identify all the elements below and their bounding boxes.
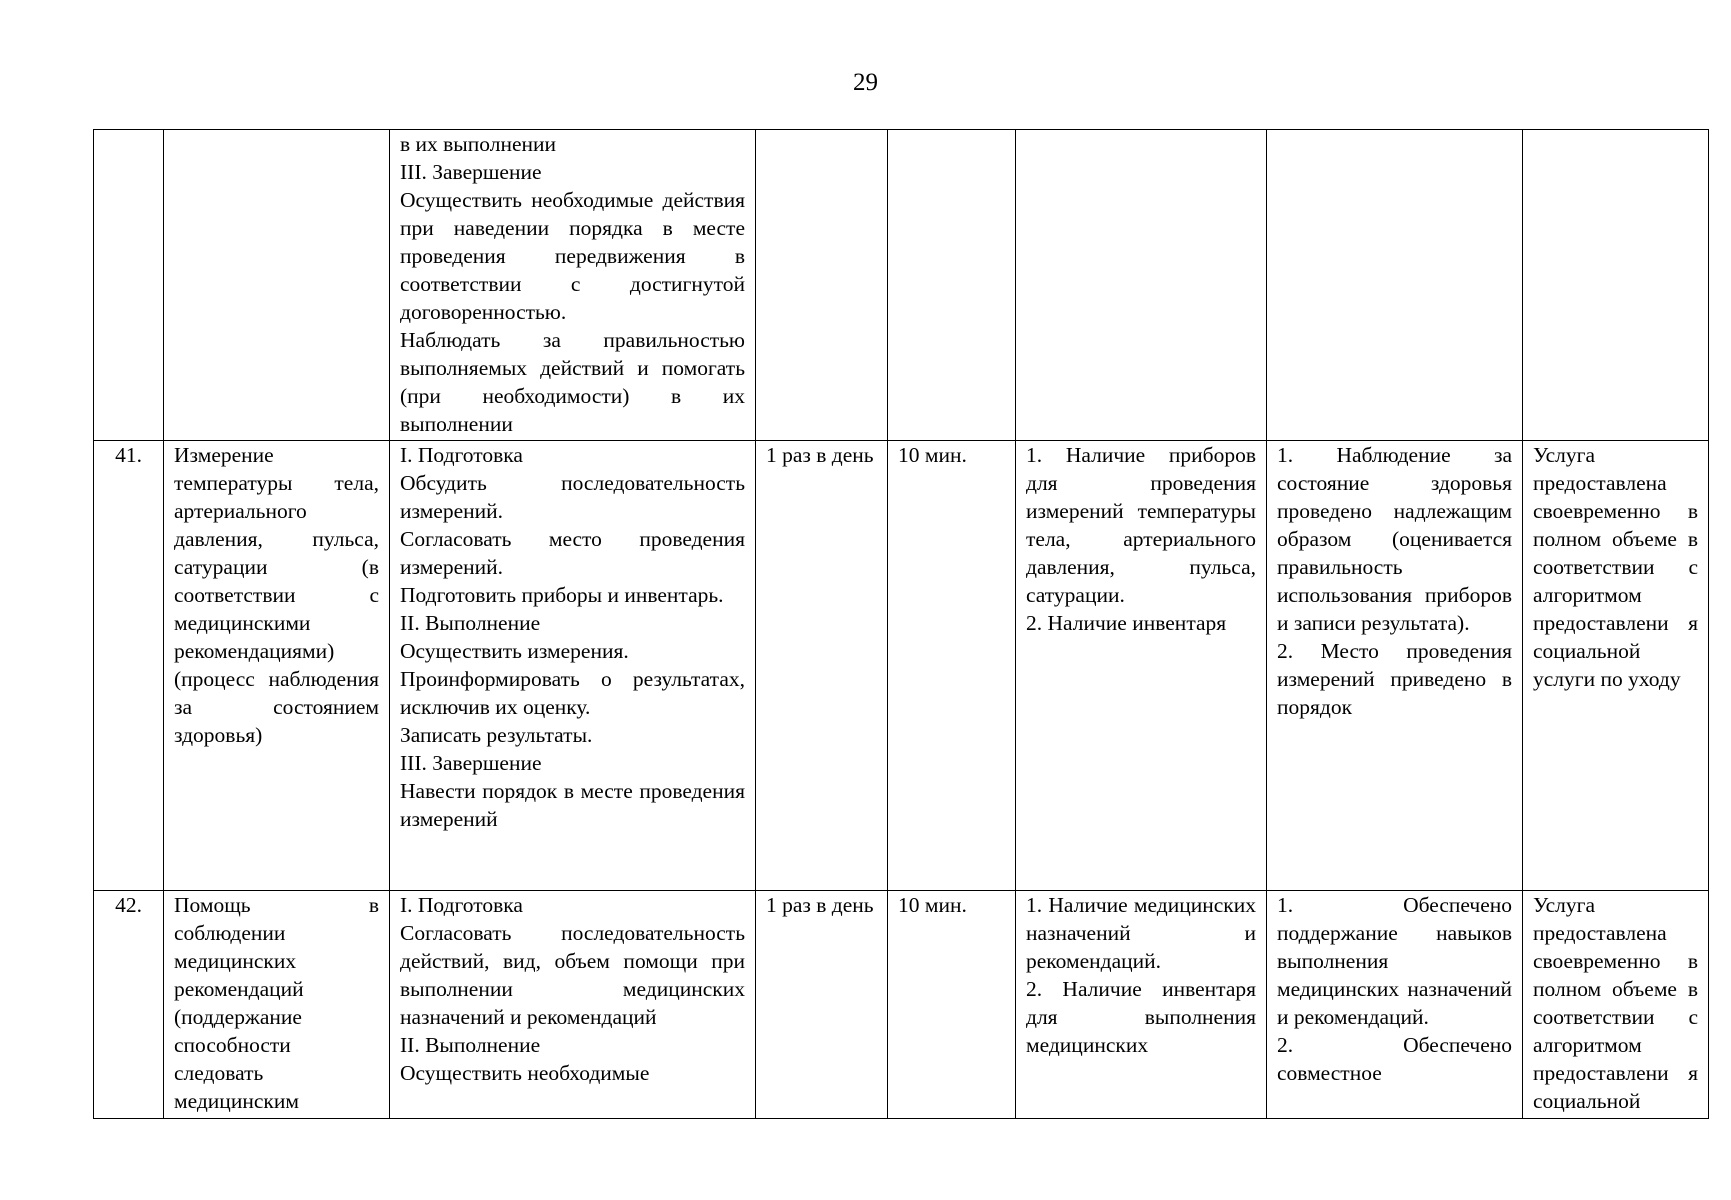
service-steps-cell: в их выполнении III. Завершение Осуществить необходимые действия при наведении порядка в месте проведения передвижения в соответствии с достигнутой договоренностью. Наблюдать за правильностью выполняемых действий и помогать (при необходимости) в их выполнении	[390, 130, 756, 441]
quality-cell	[1267, 130, 1523, 441]
result-cell: Услуга предоставлена своевременно в полном объеме в соответствии с алгоритмом предоставлени я социальной услуги по уходу	[1523, 441, 1709, 891]
duration-cell	[888, 130, 1016, 441]
table-row	[94, 130, 1709, 441]
frequency-cell: 1 раз в день	[756, 891, 888, 1119]
row-number-cell	[94, 130, 164, 441]
page-number: 29	[853, 69, 878, 96]
service-steps-cell: I. Подготовка Согласовать последовательность действий, вид, объем помощи при выполнении медицинских назначений и рекомендаций II. Выполнение Осуществить необходимые	[390, 891, 756, 1119]
conditions-cell	[1016, 130, 1267, 441]
table-row	[94, 441, 1709, 891]
services-table	[93, 129, 1709, 1119]
service-steps-cell: I. Подготовка Обсудить последовательность измерений. Согласовать место проведения измерений. Подготовить приборы и инвентарь. II. Выполнение Осуществить измерения. Проинформировать о результатах, исключив их оценку. Записать результаты. III. Завершение Навести порядок в месте проведения измерений	[390, 441, 756, 891]
row-number-cell: 41.	[94, 441, 164, 891]
quality-cell: 1. Наблюдение за состояние здоровья проведено надлежащим образом (оценивается правильность использования приборов и записи результата). 2. Место проведения измерений приведено в порядок	[1267, 441, 1523, 891]
service-name-cell: Помощь в соблюдении медицинских рекомендаций (поддержание способности следовать медицинским	[164, 891, 390, 1119]
service-name-cell: Измерение температуры тела, артериального давления, пульса, сатурации (в соответствии с медицинскими рекомендациями) (процесс наблюдения за состоянием здоровья)	[164, 441, 390, 891]
frequency-cell	[756, 130, 888, 441]
result-cell: Услуга предоставлена своевременно в полном объеме в соответствии с алгоритмом предоставлени я социальной	[1523, 891, 1709, 1119]
table-row	[94, 891, 1709, 1119]
conditions-cell: 1. Наличие приборов для проведения измерений температуры тела, артериального давления, пульса, сатурации. 2. Наличие инвентаря	[1016, 441, 1267, 891]
service-name-cell	[164, 130, 390, 441]
result-cell	[1523, 130, 1709, 441]
duration-cell: 10 мин.	[888, 891, 1016, 1119]
frequency-cell: 1 раз в день	[756, 441, 888, 891]
row-number-cell: 42.	[94, 891, 164, 1119]
duration-cell: 10 мин.	[888, 441, 1016, 891]
quality-cell: 1. Обеспечено поддержание навыков выполнения медицинских назначений и рекомендаций. 2. Обеспечено совместное	[1267, 891, 1523, 1119]
conditions-cell: 1. Наличие медицинских назначений и рекомендаций. 2. Наличие инвентаря для выполнения медицинских	[1016, 891, 1267, 1119]
